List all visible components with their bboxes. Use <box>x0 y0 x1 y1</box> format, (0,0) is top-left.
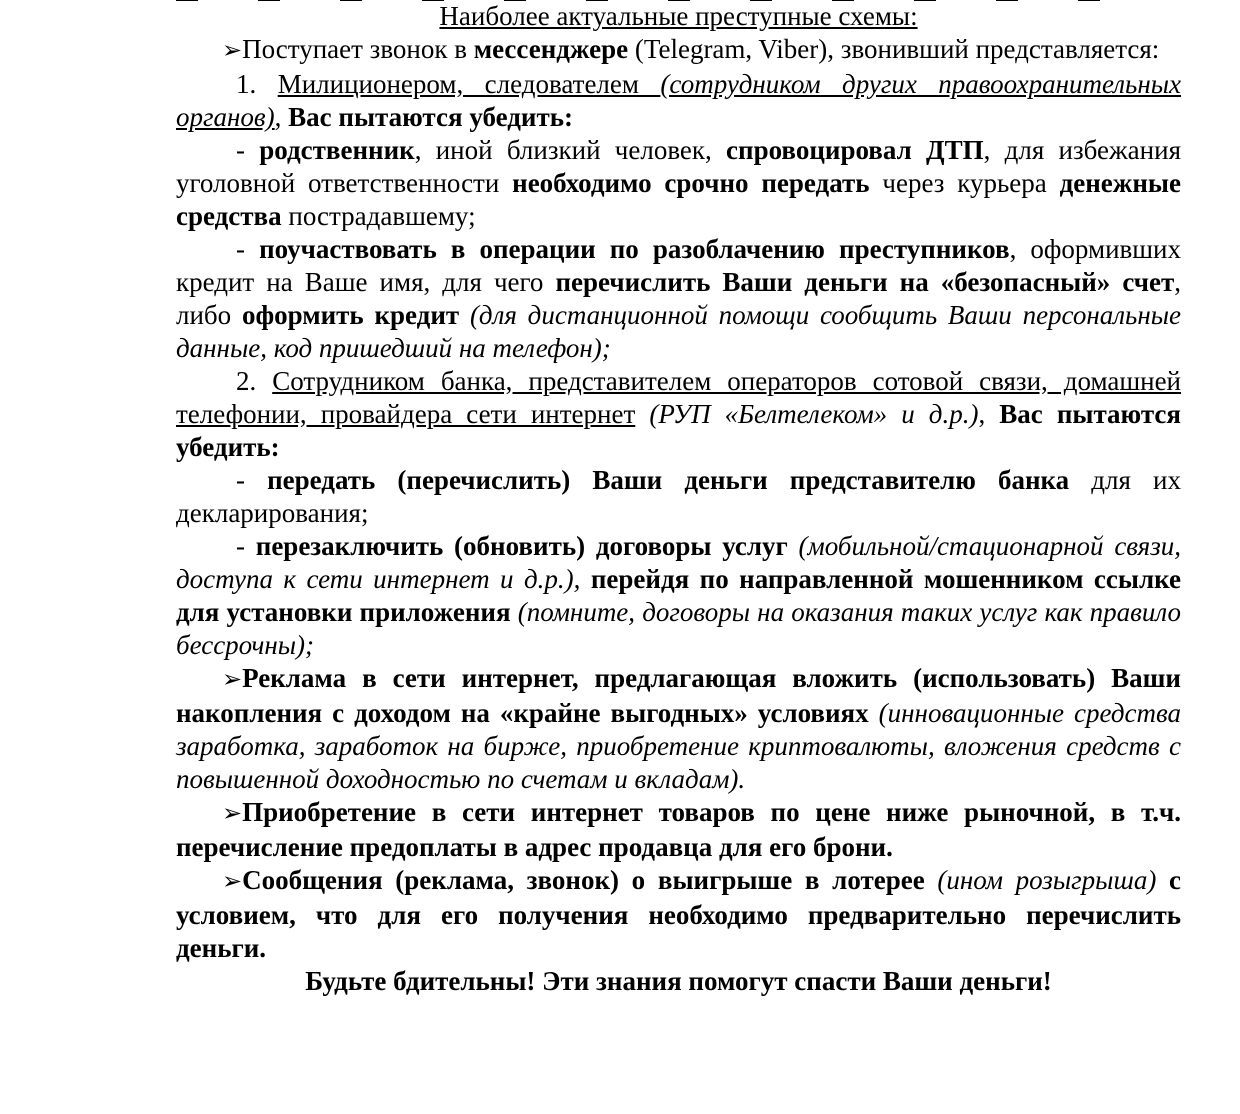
arrow-bullet-icon: ➢ <box>222 869 243 895</box>
messenger-apps-text: (Telegram, Viber), звонивший представляется: <box>628 34 1160 64</box>
arrow-bullet-icon: ➢ <box>222 38 243 64</box>
text-bold: перечислить Ваши деньги на «безопасный» счет <box>555 267 1175 297</box>
dash-contract-renewal <box>176 530 1181 662</box>
text-plain: , оформивших кредит на Ваше имя, для чего <box>176 234 1182 297</box>
text-bold: спровоцировал ДТП <box>726 135 984 165</box>
item-role-note: (сотрудником других правоохранительных органов) <box>176 69 1182 132</box>
text-italic: (для дистанционной помощи сообщить Ваши персональные данные, код пришедший на телефон); <box>176 300 1181 363</box>
arrow-bullet-icon: ➢ <box>222 801 243 827</box>
dash-marker: - <box>236 234 260 264</box>
dash-marker: - <box>236 465 268 495</box>
item-police <box>176 68 1181 134</box>
separator: , <box>978 399 1000 429</box>
text-plain: , либо <box>176 267 1182 330</box>
section-messenger-call <box>176 33 1181 68</box>
text-bold: перезаключить (обновить) договоры услуг <box>255 531 788 561</box>
text-bold: денежные средства <box>176 168 1181 231</box>
text-italic: (помните, договоры на оказания таких услуг как правило бессрочны); <box>176 597 1182 660</box>
dash-marker: - <box>236 135 260 165</box>
text-bold: оформить кредит <box>241 300 460 330</box>
text-bold: родственник <box>259 135 415 165</box>
section-cheap-goods <box>176 796 1181 864</box>
item-role: Милиционером, следователем <box>277 69 661 99</box>
section-investment-ads <box>176 662 1181 796</box>
text-plain: для их декларирования; <box>176 465 1181 528</box>
section-lottery <box>176 864 1181 965</box>
text-plain: , иной близкий человек, <box>414 135 727 165</box>
dash-relative-accident <box>176 134 1181 233</box>
text-bold: Приобретение в сети интернет товаров по цене ниже рыночной, в т.ч. перечисление предоплаты в адрес продавца для его брони. <box>176 797 1181 862</box>
closing-warning <box>176 965 1181 998</box>
text-bold: передать (перечислить) Ваши деньги представителю банка <box>267 465 1070 495</box>
text-bold: поучаствовать в операции по разоблачению преступников <box>259 234 1010 264</box>
page-title <box>176 0 1181 33</box>
separator: , <box>274 102 289 132</box>
text-plain: , для избежания уголовной ответственности <box>176 135 1181 198</box>
dash-fake-operation <box>176 233 1181 365</box>
text-bold: с условием, что для его получения необходимо предварительно перечислить деньги. <box>176 865 1181 963</box>
messenger-intro-text: Поступает звонок в <box>242 34 474 64</box>
text-plain: пострадавшему; <box>281 201 476 231</box>
convince-label: Вас пытаются убедить: <box>288 102 573 132</box>
closing-text: Будьте бдительны! Эти знания помогут спасти Ваши деньги! <box>305 966 1052 996</box>
text-bold: перейдя по направленной мошенником ссылке для установки приложения <box>176 564 1181 627</box>
page-title-text: Наиболее актуальные преступные схемы: <box>439 1 918 31</box>
document-body <box>176 0 1181 998</box>
messenger-keyword: мессенджере <box>473 34 629 64</box>
text-plain: через курьера <box>869 168 1060 198</box>
text-italic: (инновационные средства заработка, заработок на бирже, приобретение криптовалюты, вложения средств с повышенной доходностью по счетам и вкладам). <box>176 698 1181 794</box>
text-bold: Реклама в сети интернет, предлагающая вложить (использовать) Ваши накопления с доходом на «крайне выгодных» условиях <box>176 663 1181 728</box>
text-bold: Сообщения (реклама, звонок) о выигрыше в лотерее <box>242 865 925 895</box>
item-role: Сотрудником банка, представителем операторов сотовой связи, домашней телефонии, провайдера сети интернет <box>176 366 1182 429</box>
text-italic: (ином розыгрыша) <box>924 865 1157 895</box>
arrow-bullet-icon: ➢ <box>222 667 243 693</box>
dash-marker: - <box>236 531 256 561</box>
dash-bank-transfer <box>176 464 1181 530</box>
item-bank <box>176 365 1181 464</box>
text-bold: необходимо срочно передать <box>512 168 870 198</box>
item-role-note: (РУП «Белтелеком» и д.р.) <box>635 399 979 429</box>
text-italic: (мобильной/стационарной связи, доступа к сети интернет и д.р.), <box>176 531 1182 594</box>
convince-label: Вас пытаются убедить: <box>176 399 1182 462</box>
item-number: 2. <box>236 366 273 396</box>
item-number: 1. <box>236 69 278 99</box>
